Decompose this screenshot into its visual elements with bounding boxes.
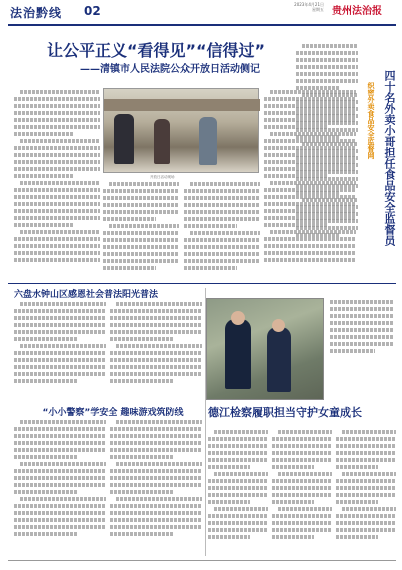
article3-column-2	[110, 420, 202, 556]
lead-column-1	[14, 90, 100, 280]
lead-column-2	[103, 182, 179, 280]
article3-column-1	[14, 420, 106, 556]
police-photo	[206, 298, 324, 400]
sidebar-subtitle: 织密外卖食品安全监督网	[367, 82, 375, 159]
photo-caption: 开放日活动现场	[150, 175, 175, 179]
header-rule	[8, 24, 396, 26]
sidebar-article-text	[296, 44, 358, 280]
page-number: 02	[84, 4, 101, 18]
article2-column-2	[110, 302, 202, 398]
lead-subhead: ——清镇市人民法院公众开放日活动侧记	[80, 64, 260, 75]
sidebar-headline: 四十名外卖小哥担任食品安全监督员	[383, 70, 396, 246]
lead-column-3	[184, 182, 260, 280]
article4-column-1	[208, 430, 268, 556]
date-block	[284, 2, 324, 12]
masthead	[0, 0, 402, 24]
article4-headline: 德江检察履职担当守护女童成长	[208, 406, 362, 419]
lead-headline: 让公平正义“看得见”“信得过”	[46, 41, 266, 60]
article3-headline: “小小警察”学安全 趣味游戏筑防线	[42, 408, 184, 418]
article4-column-2	[272, 430, 332, 556]
police-photo-caption	[330, 300, 394, 378]
article4-column-3	[336, 430, 396, 556]
newspaper-logo: 贵州法治报	[332, 6, 382, 17]
article2-column-1	[14, 302, 106, 398]
weekday: 星期五	[312, 7, 324, 12]
section-rule	[8, 283, 396, 284]
date: 2023年4月21日	[294, 2, 324, 7]
article2-headline: 六盘水钟山区感恩社会普法阳光普法	[14, 290, 159, 300]
column-divider	[205, 288, 206, 556]
footer-rule	[8, 560, 396, 561]
section-title: 法治黔线	[10, 6, 63, 20]
courtroom-photo	[103, 88, 259, 173]
